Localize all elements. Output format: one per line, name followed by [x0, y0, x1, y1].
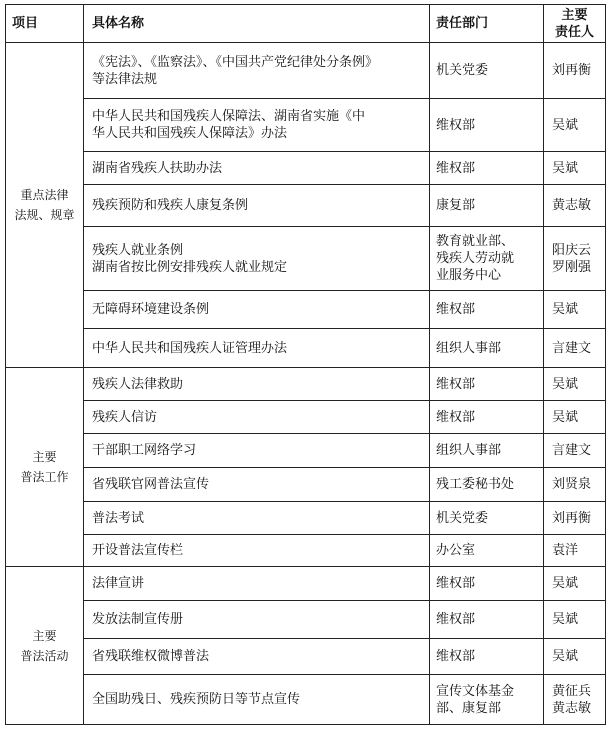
item-name: 残疾人信访 — [84, 401, 430, 434]
item-person: 阳庆云 罗刚强 — [544, 227, 606, 291]
item-person: 吴斌 — [544, 99, 606, 152]
category-cell: 主要 普法活动 — [6, 567, 84, 725]
item-name: 残疾人法律救助 — [84, 368, 430, 401]
item-dept: 维权部 — [430, 99, 544, 152]
category-cell: 重点法律 法规、规章 — [6, 43, 84, 368]
item-person: 吴斌 — [544, 639, 606, 675]
item-name: 开设普法宣传栏 — [84, 535, 430, 567]
item-name: 残疾预防和残疾人康复条例 — [84, 185, 430, 227]
item-dept: 教育就业部、 残疾人劳动就 业服务中心 — [430, 227, 544, 291]
item-dept: 维权部 — [430, 401, 544, 434]
item-dept: 机关党委 — [430, 502, 544, 535]
item-person: 刘再衡 — [544, 43, 606, 99]
item-dept: 维权部 — [430, 639, 544, 675]
table-row — [6, 567, 606, 601]
header-person: 主要 责任人 — [544, 5, 606, 43]
item-dept: 维权部 — [430, 291, 544, 329]
table-row — [6, 639, 606, 675]
item-person: 吴斌 — [544, 601, 606, 639]
item-name: 无障碍环境建设条例 — [84, 291, 430, 329]
item-person: 黄征兵 黄志敏 — [544, 675, 606, 725]
responsibility-table — [5, 4, 606, 725]
table-row — [6, 99, 606, 152]
item-name: 残疾人就业条例 湖南省按比例安排残疾人就业规定 — [84, 227, 430, 291]
item-dept: 维权部 — [430, 601, 544, 639]
table-row — [6, 535, 606, 567]
header-row — [6, 5, 606, 43]
table-row — [6, 401, 606, 434]
item-dept: 维权部 — [430, 368, 544, 401]
item-person: 吴斌 — [544, 401, 606, 434]
header-dept: 责任部门 — [430, 5, 544, 43]
table-row — [6, 152, 606, 185]
item-person: 吴斌 — [544, 291, 606, 329]
item-person: 黄志敏 — [544, 185, 606, 227]
item-dept: 组织人事部 — [430, 434, 544, 468]
header-project: 项目 — [6, 5, 84, 43]
item-name: 发放法制宣传册 — [84, 601, 430, 639]
item-person: 袁洋 — [544, 535, 606, 567]
item-dept: 残工委秘书处 — [430, 468, 544, 502]
item-name: 《宪法》、《监察法》、《中国共产党纪律处分条例》 等法律法规 — [84, 43, 430, 99]
table-row — [6, 227, 606, 291]
item-dept: 机关党委 — [430, 43, 544, 99]
item-person: 吴斌 — [544, 368, 606, 401]
item-name: 干部职工网络学习 — [84, 434, 430, 468]
table-row — [6, 601, 606, 639]
item-name: 全国助残日、残疾预防日等节点宣传 — [84, 675, 430, 725]
table-row — [6, 675, 606, 725]
item-person: 刘再衡 — [544, 502, 606, 535]
table-row — [6, 434, 606, 468]
item-dept: 康复部 — [430, 185, 544, 227]
table-row — [6, 291, 606, 329]
item-dept: 办公室 — [430, 535, 544, 567]
item-person: 吴斌 — [544, 152, 606, 185]
item-dept: 宣传文体基金 部、康复部 — [430, 675, 544, 725]
item-person: 吴斌 — [544, 567, 606, 601]
table-row — [6, 502, 606, 535]
item-person: 言建文 — [544, 329, 606, 368]
item-name: 湖南省残疾人扶助办法 — [84, 152, 430, 185]
header-name: 具体名称 — [84, 5, 430, 43]
item-name: 普法考试 — [84, 502, 430, 535]
item-name: 省残联维权微博普法 — [84, 639, 430, 675]
item-person: 刘贤泉 — [544, 468, 606, 502]
item-dept: 维权部 — [430, 152, 544, 185]
table-row — [6, 329, 606, 368]
table-row — [6, 43, 606, 99]
item-name: 法律宣讲 — [84, 567, 430, 601]
category-cell: 主要 普法工作 — [6, 368, 84, 567]
item-name: 省残联官网普法宣传 — [84, 468, 430, 502]
item-person: 言建文 — [544, 434, 606, 468]
table-row — [6, 368, 606, 401]
item-name: 中华人民共和国残疾人保障法、湖南省实施《中 华人民共和国残疾人保障法》办法 — [84, 99, 430, 152]
table-row — [6, 468, 606, 502]
item-name: 中华人民共和国残疾人证管理办法 — [84, 329, 430, 368]
table-row — [6, 185, 606, 227]
item-dept: 组织人事部 — [430, 329, 544, 368]
item-dept: 维权部 — [430, 567, 544, 601]
